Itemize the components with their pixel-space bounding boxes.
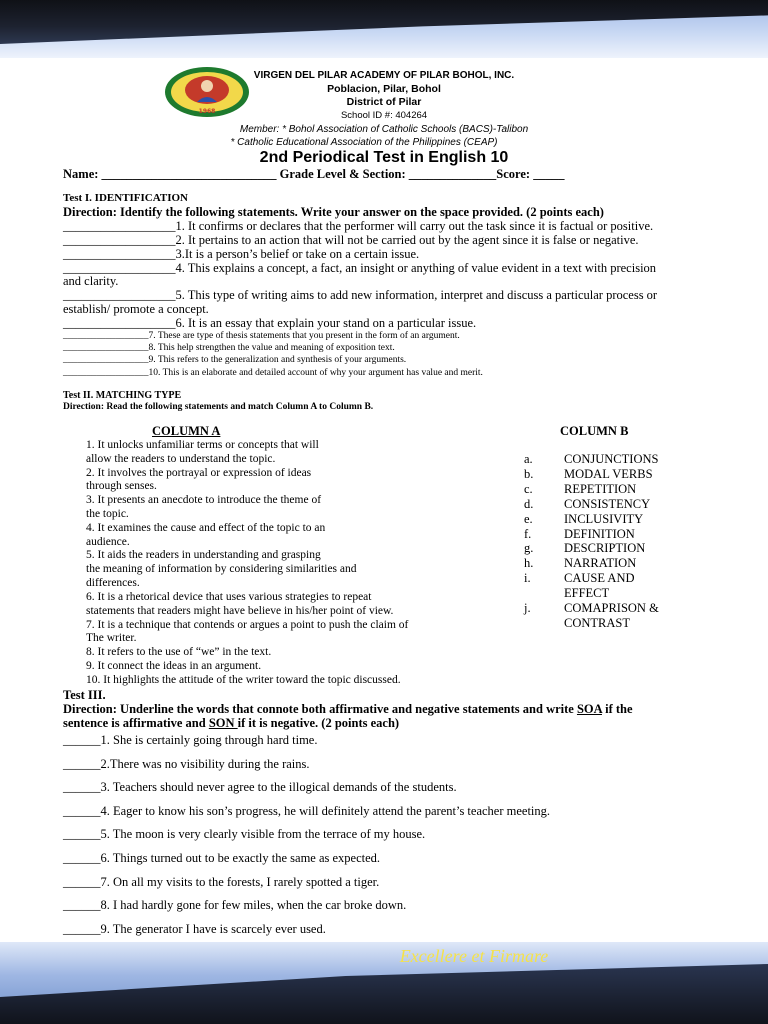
column-b-item: [524, 541, 645, 556]
column-a-item: 9. It connect the ideas in an argument.: [86, 660, 262, 672]
test1-item: __________________5. This type of writing aims to add new information, interpret and discuss a particular process or: [63, 288, 658, 302]
test3-direction-text: if it is negative. (2 points each): [237, 716, 400, 730]
test1-item: __________________3.It is a person’s belief or take on a certain issue.: [63, 247, 420, 261]
soa-label: SOA: [576, 702, 602, 716]
column-b-item-cont: [524, 586, 609, 601]
test1-item-cont: establish/ promote a concept.: [63, 302, 209, 316]
son-label: SON: [208, 716, 238, 730]
column-b-item: [524, 482, 636, 497]
column-b-item: [524, 571, 635, 586]
test1-item: __________________7. These are type of thesis statements that you present in the form of an argument.: [63, 331, 460, 341]
column-a-item-cont: the topic.: [86, 508, 129, 520]
test3-item: ______5. The moon is very clearly visible from the terrace of my house.: [63, 827, 426, 841]
test3-direction-text: sentence is affirmative and: [63, 716, 209, 730]
column-b-text: CONJUNCTIONS: [564, 452, 659, 466]
column-b-item: [524, 452, 658, 467]
column-a-item-cont: through senses.: [86, 480, 157, 492]
column-b-text: INCLUSIVITY: [564, 512, 644, 526]
column-b-item: [524, 467, 653, 482]
column-b-letter: f.: [524, 527, 532, 541]
column-a-title: COLUMN A: [152, 424, 221, 438]
column-b-text: CAUSE AND: [564, 571, 635, 585]
column-b-item: [524, 512, 643, 527]
test3-item: ______1. She is certainly going through hard time.: [63, 733, 318, 747]
test1-item: __________________10. This is an elaborate and detailed account of why your argument has value and merit.: [63, 368, 483, 378]
column-a-item: 8. It refers to the use of “we” in the text.: [86, 646, 272, 658]
test1-item: __________________8. This help strengthen the value and meaning of exposition text.: [63, 343, 395, 353]
column-b-letter: e.: [524, 512, 533, 526]
column-a-item-cont: differences.: [86, 577, 140, 589]
test3-item: ______8. I had hardly gone for few miles, when the car broke down.: [63, 898, 407, 912]
column-b-letter: b.: [524, 467, 534, 481]
column-a-item-cont: statements that readers might have believe in his/her point of view.: [86, 605, 394, 617]
school-address: Poblacion, Pilar, Bohol: [327, 83, 441, 95]
test3-item: ______6. Things turned out to be exactly the same as expected.: [63, 851, 381, 865]
column-a-item-cont: the meaning of information by considering similarities and: [86, 563, 357, 575]
column-b-text: COMAPRISON &: [564, 601, 659, 615]
test3-heading: Test III.: [63, 688, 106, 702]
column-b-text: CONTRAST: [564, 616, 630, 630]
column-a-item: 6. It is a rhetorical device that uses various strategies to repeat: [86, 591, 372, 603]
column-a-item: 5. It aids the readers in understanding and grasping: [86, 549, 321, 561]
column-b-letter: c.: [524, 482, 533, 496]
column-b-text: MODAL VERBS: [564, 467, 653, 481]
column-a-item: 4. It examines the cause and effect of the topic to an: [86, 522, 326, 534]
column-b-text: REPETITION: [564, 482, 637, 496]
column-b-letter: j.: [524, 601, 531, 615]
name-grade-score-line: Name: ____________________________ Grade Level & Section: ______________Score: _____: [63, 167, 565, 181]
column-b-letter: h.: [524, 556, 534, 570]
test3-direction-text: Direction: Underline the words that connote both affirmative and negative statements and write: [63, 702, 577, 716]
column-b-letter: i.: [524, 571, 531, 585]
test3-item: ______3. Teachers should never agree to the illogical demands of the students.: [63, 780, 457, 794]
school-name: VIRGEN DEL PILAR ACADEMY OF PILAR BOHOL, INC.: [253, 70, 515, 81]
column-a-item: 7. It is a technique that contends or argues a point to push the claim of: [86, 619, 409, 631]
test1-heading: Test I. IDENTIFICATION: [63, 192, 188, 204]
column-b-text: DESCRIPTION: [564, 541, 646, 555]
school-district: District of Pilar: [346, 96, 422, 108]
column-a-item: 10. It highlights the attitude of the writer toward the topic discussed.: [86, 674, 401, 686]
test2-heading: Test II. MATCHING TYPE: [63, 390, 182, 401]
column-b-letter: d.: [524, 497, 534, 511]
test1-item: __________________4. This explains a concept, a fact, an insight or anything of value evident in a text with precision: [63, 261, 657, 275]
column-b-item-cont: [524, 616, 630, 631]
test1-item-cont: and clarity.: [63, 274, 119, 288]
column-a-item-cont: allow the readers to understand the topic.: [86, 453, 276, 465]
column-a-item: 2. It involves the portrayal or expression of ideas: [86, 467, 312, 479]
test3-direction-line2: [63, 716, 399, 731]
school-id: School ID #: 404264: [340, 110, 428, 121]
seal-year: 1968: [198, 108, 216, 115]
test3-direction-text: if the: [601, 702, 633, 716]
test3-direction-line1: [63, 702, 633, 717]
column-a-item-cont: The writer.: [86, 632, 137, 644]
test3-item: ______2.There was no visibility during the rains.: [63, 757, 310, 771]
member-line-2: * Catholic Educational Association of the Philippines (CEAP): [230, 137, 498, 148]
test1-item: __________________1. It confirms or declares that the performer will carry out the task since it is factual or positive.: [63, 219, 654, 233]
column-b-letter: g.: [524, 541, 534, 555]
column-a-item: 3. It presents an anecdote to introduce the theme of: [86, 494, 322, 506]
column-b-text: NARRATION: [564, 556, 637, 570]
column-b-item: [524, 527, 635, 542]
test1-item: __________________9. This refers to the generalization and synthesis of your arguments.: [63, 355, 407, 365]
column-b-text: EFFECT: [564, 586, 610, 600]
column-b-text: DEFINITION: [564, 527, 635, 541]
test3-item: ______4. Eager to know his son’s progress, he will definitely attend the parent’s teacher meeting.: [63, 804, 551, 818]
test1-direction: Direction: Identify the following statements. Write your answer on the space provided. (2 points each): [63, 205, 604, 219]
test3-item: ______9. The generator I have is scarcely ever used.: [63, 922, 326, 936]
page-title: 2nd Periodical Test in English 10: [259, 149, 509, 166]
member-line-1: Member: * Bohol Association of Catholic Schools (BACS)-Talibon: [239, 124, 529, 135]
column-b-title: COLUMN B: [560, 424, 629, 438]
school-motto: Excellere et Firmare: [399, 946, 549, 966]
test3-item: ______7. On all my visits to the forests, I rarely spotted a tiger.: [63, 875, 380, 889]
test2-direction: Direction: Read the following statements and match Column A to Column B.: [63, 402, 374, 412]
column-a-item-cont: audience.: [86, 536, 130, 548]
column-a-item: 1. It unlocks unfamiliar terms or concepts that will: [86, 439, 319, 451]
column-b-item: [524, 497, 650, 512]
column-b-item: [524, 556, 636, 571]
column-b-letter: a.: [524, 452, 533, 466]
test1-item: __________________6. It is an essay that explain your stand on a particular issue.: [63, 316, 477, 330]
column-b-item: [524, 601, 659, 616]
column-b-text: CONSISTENCY: [564, 497, 651, 511]
test1-item: __________________2. It pertains to an action that will not be carried out by the agent since it is false or negative.: [63, 233, 639, 247]
